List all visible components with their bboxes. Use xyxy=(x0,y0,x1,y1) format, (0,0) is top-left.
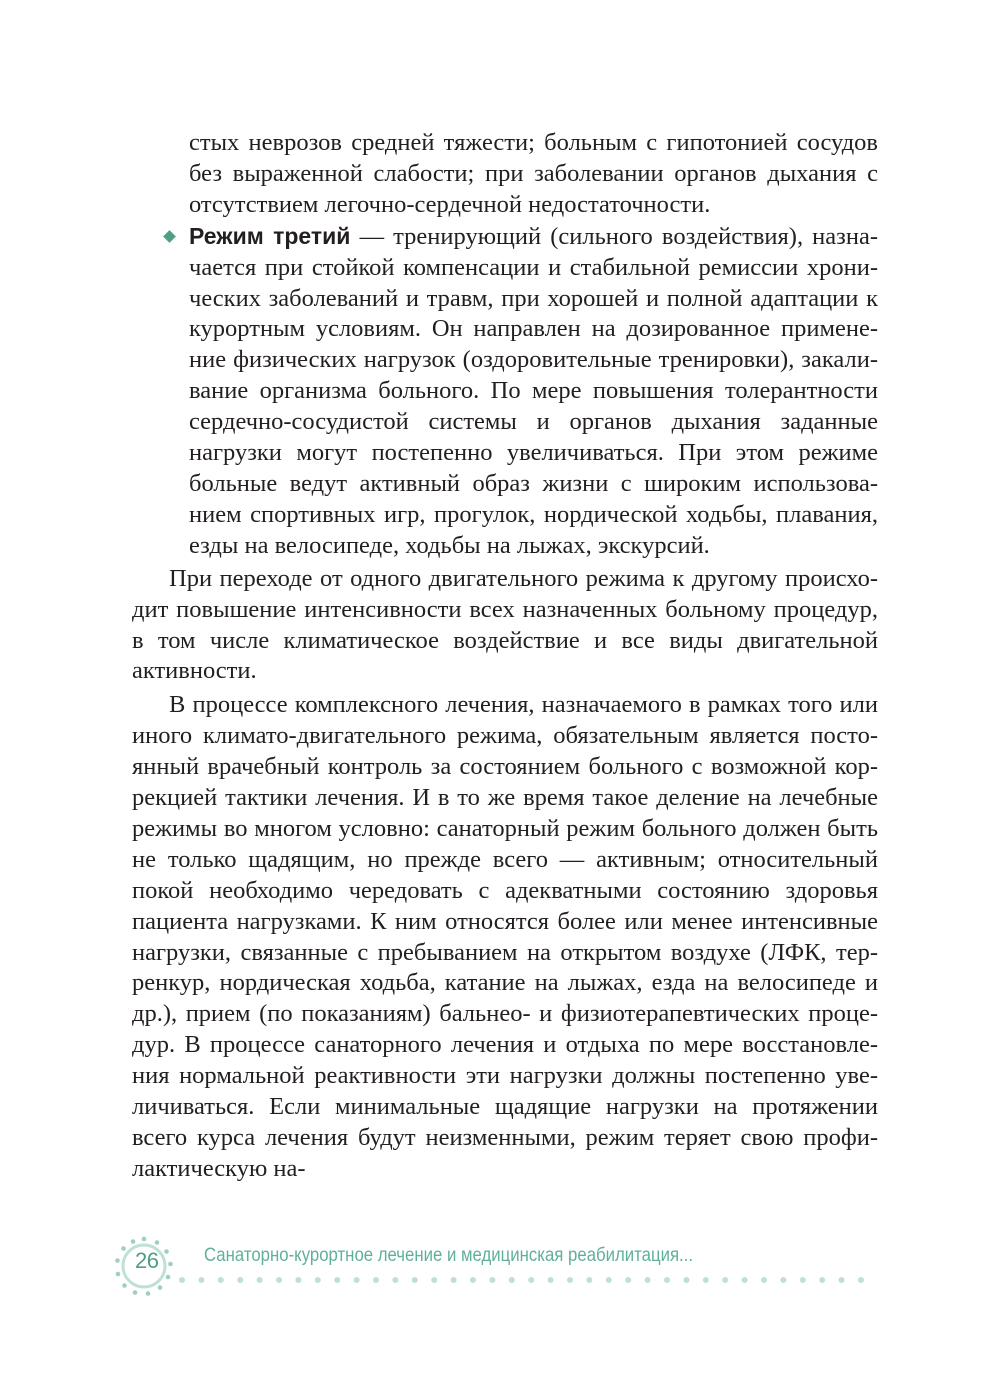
bullet-continuation: стых неврозов средней тяжести; больным с гипотонией сосудов без выраженной слабости; при заболевании органов дыхания с отсутствием легочно-сердечной недостаточности. xyxy=(189,129,878,218)
body-text xyxy=(132,128,878,1185)
bullet-item-regime-three xyxy=(132,221,878,562)
paragraph: При переходе от одного двигательного режима к другому происходит повышение интенсивности всех назначенных больному процедур, в том числе климатическое воздействие и все виды двигательной активности. xyxy=(132,564,878,685)
running-title: Санаторно-курортное лечение и медицинская реабилитация... xyxy=(204,1244,694,1266)
diamond-bullet-icon xyxy=(163,230,176,243)
bullet-text: — тренирующий (сильного воздействия), назначается при стойкой компенсации и стабильной ремиссии хронических заболеваний и травм, при хорошей и полной адаптации к курортным условиям. Он направлен на дозированное применение физических нагрузок (оздоровительные тренировки), закаливание организма больного. По мере повышения толерантности сердечно-сосудистой системы и органов дыхания заданные нагрузки могут постепенно увеличиваться. При этом режиме больные ведут активный образ жизни с широким использованием спортивных игр, прогулок, нордической ходьбы, плавания, езды на велосипеде, ходьбы на лыжах, экскурсий. xyxy=(189,222,878,559)
page-number: 26 xyxy=(135,1248,159,1273)
page-footer xyxy=(0,1230,1000,1310)
paragraph: В процессе комплексного лечения, назначаемого в рамках того или иного климато-двигательного режима, обязательным является постоянный врачебный контроль за состоянием больного с возможной коррекцией тактики лечения. И в то же время такое деление на лечебные режимы во многом условно: санаторный режим больного должен быть не только щадящим, но прежде всего — активным; относительный покой необходимо чередовать с адекватными состоянию здоровья пациента нагрузками. К ним относятся более или менее интенсивные нагрузки, связанные с пребыванием на открытом воздухе (ЛФК, терренкур, нордическая ходьба, катание на лыжах, езда на велосипеде и др.), прием (по показаниям) бальнео- и физиотерапевтических процедур. В процессе санаторного лечения и отдыха по мере восстановления нормальной реактивности эти нагрузки должны постепенно увеличиваться. Если минимальные щадящие нагрузки на протяжении всего курса лечения будут неизменными, режим теряет свою профилактическую на- xyxy=(132,691,878,1182)
bullet-term: Режим третий xyxy=(189,222,351,249)
dotted-rule xyxy=(178,1274,878,1286)
